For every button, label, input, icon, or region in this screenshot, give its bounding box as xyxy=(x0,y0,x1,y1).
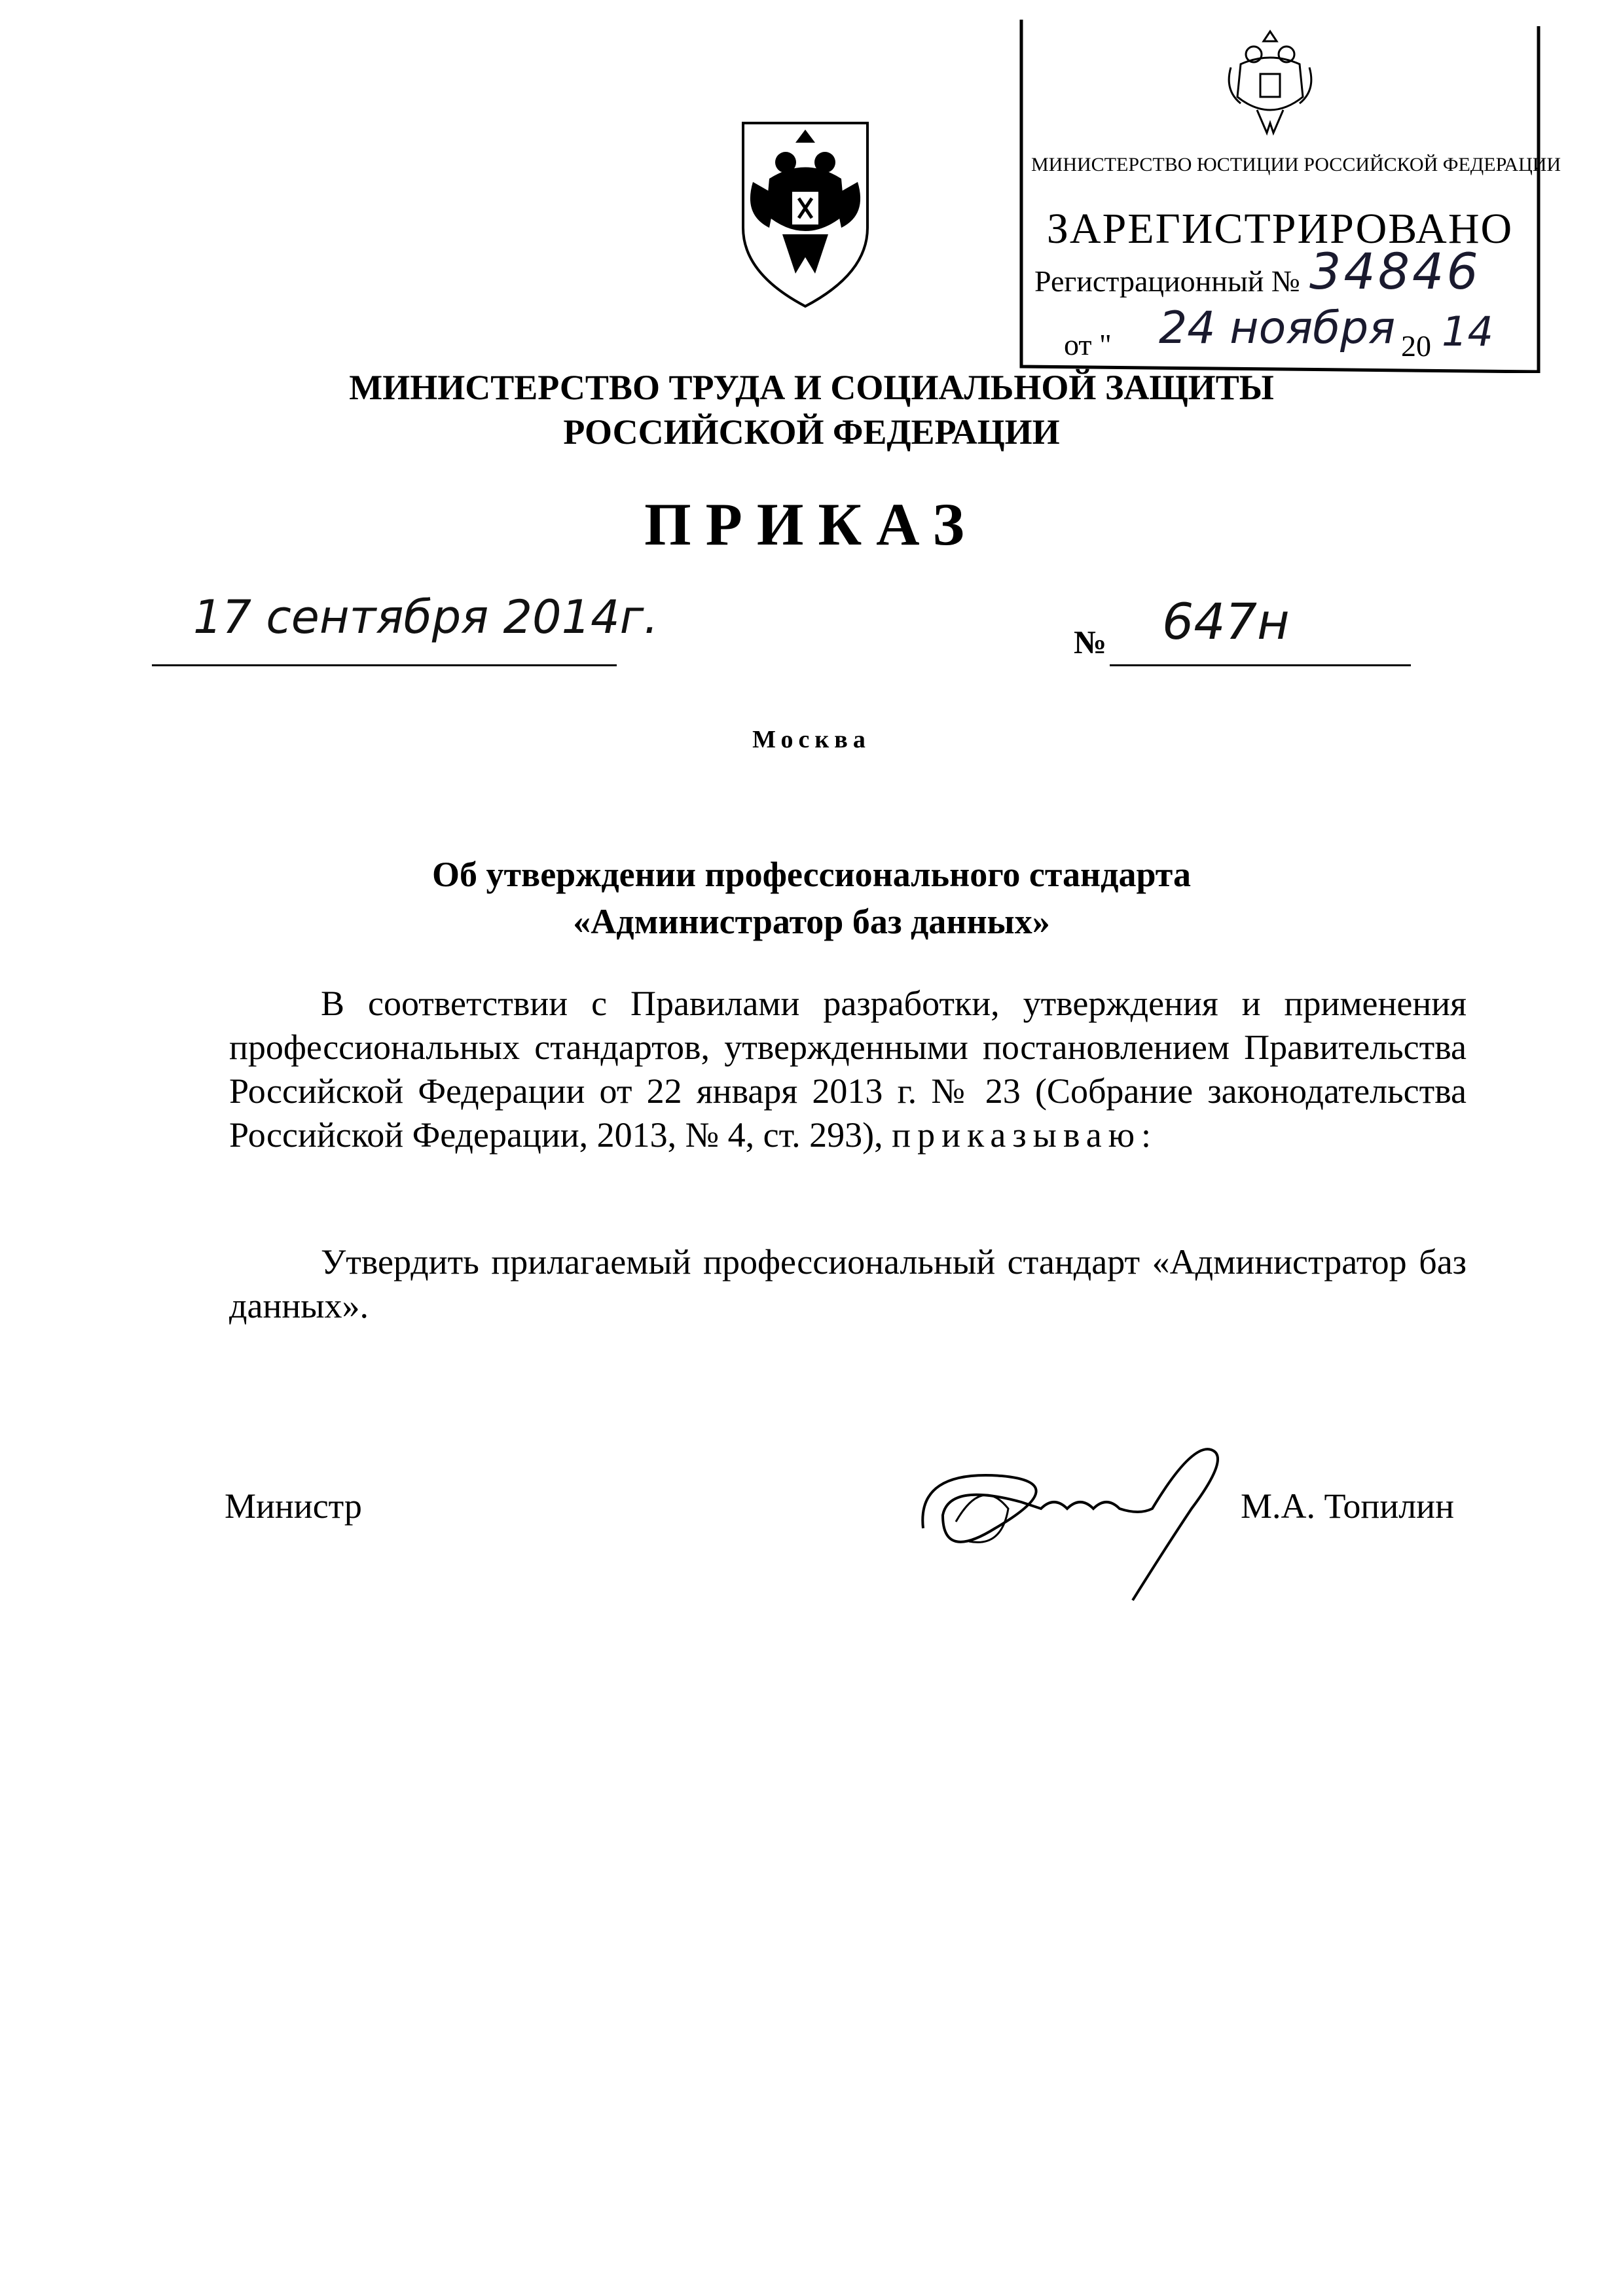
order-number-label: № xyxy=(1074,624,1107,660)
number-underline xyxy=(1110,664,1411,666)
stamp-year-handwritten: 14 xyxy=(1442,308,1493,355)
body-paragraph-1 xyxy=(229,982,1467,1157)
stamp-reg-number: 34846 xyxy=(1309,242,1481,300)
stamp-year-prefix: 20 xyxy=(1401,329,1431,363)
order-subject xyxy=(0,851,1623,945)
registration-stamp xyxy=(1018,20,1561,373)
subject-line-2: «Администратор баз данных» xyxy=(573,902,1050,941)
stamp-ministry: МИНИСТЕРСТВО ЮСТИЦИИ РОССИЙСКОЙ ФЕДЕРАЦИИ xyxy=(1031,154,1561,175)
stamp-date-prefix: от " xyxy=(1064,328,1112,361)
paragraph-1-text: В соответствии с Правилами разработки, утверждения и применения профессиональных стандартов, утвержденными постановлением Правительства Российской Федерации от 22 января 2013 г. № 23 (Собрание законодательства Российской Федерации, 2013, № 4, ст. 293), xyxy=(229,984,1467,1155)
stamp-reg-label: Регистрационный № xyxy=(1034,264,1300,298)
body-paragraph-2 xyxy=(229,1240,1467,1328)
order-number: 647н xyxy=(1162,592,1290,651)
stamp-emblem-icon xyxy=(1221,25,1319,136)
ministry-name xyxy=(0,365,1623,454)
ministry-line-2: РОССИЙСКОЙ ФЕДЕРАЦИИ xyxy=(563,412,1060,452)
signature-mark xyxy=(903,1430,1257,1607)
stamp-date-handwritten: 24 ноября xyxy=(1159,302,1396,354)
signatory-name: М.А. Топилин xyxy=(1241,1486,1454,1526)
subject-line-1: Об утверждении профессионального стандарта xyxy=(432,855,1191,894)
paragraph-1-end: приказываю: xyxy=(892,1115,1158,1155)
order-date: 17 сентября 2014г. xyxy=(193,590,659,644)
signatory-title: Министр xyxy=(225,1486,362,1526)
date-underline xyxy=(152,664,617,666)
city: Москва xyxy=(752,726,871,753)
coat-of-arms-icon xyxy=(730,117,881,313)
ministry-line-1: МИНИСТЕРСТВО ТРУДА И СОЦИАЛЬНОЙ ЗАЩИТЫ xyxy=(349,368,1274,407)
document-title: ПРИКАЗ xyxy=(644,491,979,558)
stamp-status: ЗАРЕГИСТРИРОВАНО xyxy=(1046,205,1514,253)
paragraph-2-text: Утвердить прилагаемый профессиональный стандарт «Администратор баз данных». xyxy=(229,1242,1467,1325)
